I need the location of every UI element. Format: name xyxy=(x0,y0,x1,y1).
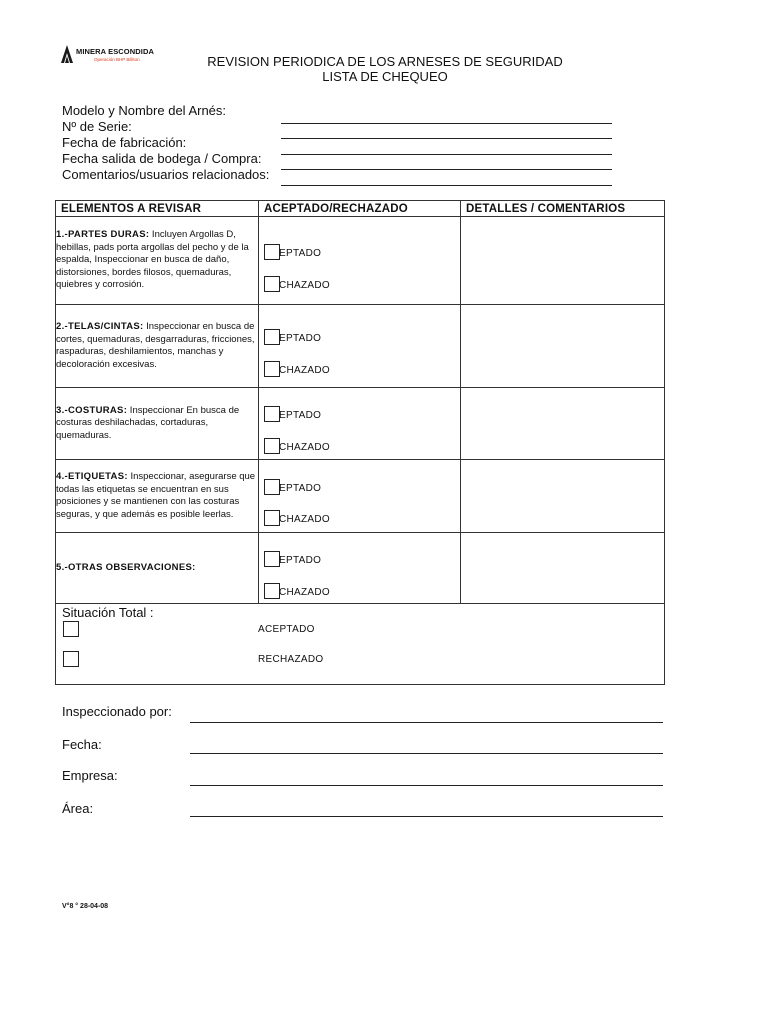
table-row xyxy=(56,305,665,388)
field-line-purchase-date[interactable] xyxy=(281,169,612,170)
total-rejected-checkbox[interactable] xyxy=(63,651,79,667)
table-row xyxy=(56,533,665,604)
accepted-checkbox[interactable] xyxy=(264,329,280,345)
header-accepted-rejected: ACEPTADO/RECHAZADO xyxy=(259,201,461,217)
accepted-label: EPTADO xyxy=(279,333,322,344)
rejected-label: CHAZADO xyxy=(279,280,330,291)
company-label: Empresa: xyxy=(62,768,118,783)
accepted-checkbox[interactable] xyxy=(264,406,280,422)
rejected-checkbox[interactable] xyxy=(264,438,280,454)
row-description xyxy=(56,460,259,533)
row-description xyxy=(56,388,259,460)
rejected-label: CHAZADO xyxy=(279,587,330,598)
row-comments-cell[interactable] xyxy=(461,305,665,388)
accepted-checkbox[interactable] xyxy=(264,479,280,495)
document-title xyxy=(150,54,620,84)
table-header-row xyxy=(56,201,665,217)
row-options xyxy=(259,388,461,460)
total-cell xyxy=(56,604,665,685)
title-line-1: REVISION PERIODICA DE LOS ARNESES DE SEGURIDAD xyxy=(207,54,563,69)
rejected-label: CHAZADO xyxy=(279,365,330,376)
accepted-checkbox[interactable] xyxy=(264,551,280,567)
field-line-comments[interactable] xyxy=(281,185,612,186)
row-comments-cell[interactable] xyxy=(461,460,665,533)
total-accepted-label: ACEPTADO xyxy=(258,624,315,635)
row-text: Incluyen Argollas D, hebillas, pads porta argollas del pecho y de la espalda, Inspeccionar en busca de daño, distorsiones, bordes filosos, quemaduras, quiebres y corrosión. xyxy=(56,229,249,291)
row-options xyxy=(259,460,461,533)
accepted-checkbox[interactable] xyxy=(264,244,280,260)
row-description xyxy=(56,533,259,604)
rejected-checkbox[interactable] xyxy=(264,361,280,377)
field-label-comments: Comentarios/usuarios relacionados: xyxy=(62,167,270,182)
row-comments-cell[interactable] xyxy=(461,388,665,460)
area-label: Área: xyxy=(62,801,94,816)
company-line[interactable] xyxy=(190,785,663,786)
logo-name: MINERA ESCONDIDA xyxy=(76,47,154,56)
accepted-label: EPTADO xyxy=(279,555,322,566)
header-elements: ELEMENTOS A REVISAR xyxy=(56,201,259,217)
table-row xyxy=(56,460,665,533)
field-label-model: Modelo y Nombre del Arnés: xyxy=(62,103,227,118)
inspected-by-label: Inspeccionado por: xyxy=(62,704,172,719)
row-title: 4.-ETIQUETAS: xyxy=(56,471,128,482)
row-title: 1.-PARTES DURAS: xyxy=(56,229,150,241)
logo-subtitle: Operación BHP Billiton xyxy=(94,57,140,62)
total-rejected-label: RECHAZADO xyxy=(258,654,324,665)
header-details: DETALLES / COMENTARIOS xyxy=(461,201,665,217)
accepted-label: EPTADO xyxy=(279,483,322,494)
row-options xyxy=(259,305,461,388)
area-line[interactable] xyxy=(190,816,663,817)
rejected-label: CHAZADO xyxy=(279,514,330,525)
accepted-label: EPTADO xyxy=(279,410,322,421)
field-line-manufacture-date[interactable] xyxy=(281,154,612,155)
date-label: Fecha: xyxy=(62,737,102,752)
row-comments-cell[interactable] xyxy=(461,533,665,604)
field-label-purchase-date: Fecha salida de bodega / Compra: xyxy=(62,151,262,166)
total-label: Situación Total : xyxy=(62,605,154,620)
checklist-table xyxy=(55,200,665,685)
total-accepted-checkbox[interactable] xyxy=(63,621,79,637)
company-logo xyxy=(60,44,154,68)
title-line-2: LISTA DE CHEQUEO xyxy=(322,69,448,84)
row-title: 3.-COSTURAS: xyxy=(56,404,128,416)
row-description xyxy=(56,305,259,388)
row-text: Inspeccionar, asegurarse que todas las etiquetas se encuentran en sus posiciones y se mantienen con las costuras seguras, y que además es posible leerlas. xyxy=(56,471,256,520)
row-text: Inspeccionar en busca de cortes, quemaduras, desgarraduras, fricciones, raspaduras, deshilamientos, manchas y decoloración excesivas. xyxy=(56,321,255,370)
rejected-label: CHAZADO xyxy=(279,442,330,453)
accepted-label: EPTADO xyxy=(279,248,322,259)
row-options xyxy=(259,533,461,604)
row-title: 2.-TELAS/CINTAS: xyxy=(56,321,144,332)
rejected-checkbox[interactable] xyxy=(264,510,280,526)
row-title: 5.-OTRAS OBSERVACIONES: xyxy=(56,561,196,573)
version-code: V°8 ° 28-04-08 xyxy=(62,903,109,910)
field-label-manufacture-date: Fecha de fabricación: xyxy=(62,135,187,150)
row-comments-cell[interactable] xyxy=(461,217,665,305)
mountain-logo-icon xyxy=(60,44,74,66)
field-line-serial[interactable] xyxy=(281,138,612,139)
field-label-serial: Nº de Serie: xyxy=(62,119,132,134)
row-options xyxy=(259,217,461,305)
table-row xyxy=(56,217,665,305)
rejected-checkbox[interactable] xyxy=(264,276,280,292)
rejected-checkbox[interactable] xyxy=(264,583,280,599)
table-row xyxy=(56,388,665,460)
inspected-by-line[interactable] xyxy=(190,722,663,723)
row-text: Inspeccionar En busca de costuras deshilachadas, cortaduras, quemaduras. xyxy=(56,404,240,441)
field-line-model[interactable] xyxy=(281,123,612,124)
date-line[interactable] xyxy=(190,753,663,754)
total-row xyxy=(56,604,665,685)
row-description xyxy=(56,217,259,305)
